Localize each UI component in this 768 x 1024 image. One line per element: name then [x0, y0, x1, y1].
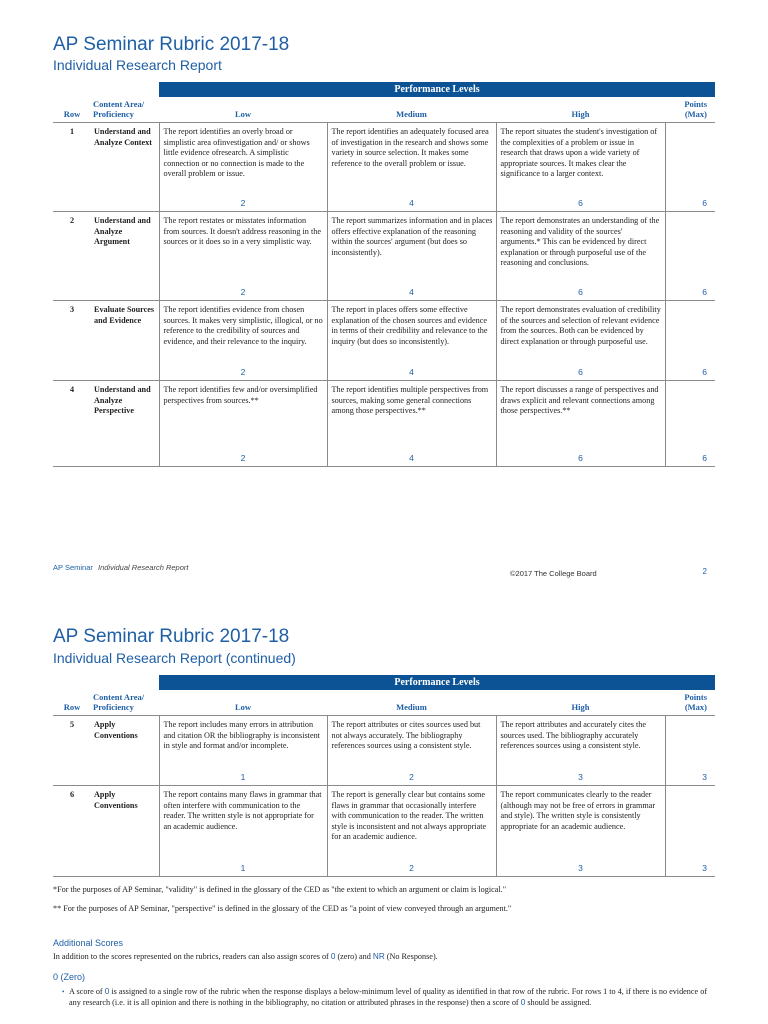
col-content-area: Content Area/ Proficiency — [91, 690, 159, 716]
medium-description: The report attributes or cites sources used but not always accurately. The bibliography references sources using a consistent style. — [331, 720, 481, 751]
content-area: Apply Conventions — [91, 716, 159, 786]
page-title: AP Seminar Rubric 2017-18 — [53, 626, 290, 647]
col-high: High — [496, 690, 665, 716]
low-score: 2 — [240, 287, 246, 298]
medium-description: The report identifies multiple perspectives from sources, making some general connections among those perspectives.** — [331, 385, 489, 416]
additional-scores-heading: Additional Scores — [53, 938, 124, 948]
row-number: 2 — [53, 212, 91, 301]
row-number: 3 — [53, 301, 91, 381]
low-score: 2 — [240, 198, 246, 209]
medium-description: The report is generally clear but contains some flaws in grammar that occasionally interfere with communication to the reader. The written style is inconsistent and not always appropriate for an academic audience. — [331, 790, 487, 842]
points-max: 6 — [702, 367, 707, 378]
points-max: 3 — [702, 863, 707, 874]
medium-score: 4 — [409, 287, 414, 298]
medium-score: 4 — [409, 198, 414, 209]
high-description: The report situates the student's investigation of the complexities of a problem or issue in research that draws upon a wide variety of appropriate sources. It makes clear the significance to a larger context. — [500, 127, 658, 179]
footnote-perspective: ** For the purposes of AP Seminar, "perspective" is defined in the glossary of the CED as "a point of view conveyed through an argument." — [53, 904, 512, 913]
content-area: Understand and Analyze Perspective — [91, 381, 159, 467]
table-row — [53, 381, 715, 467]
low-score: 2 — [240, 453, 246, 464]
medium-score: 4 — [409, 367, 414, 378]
table-row — [53, 716, 715, 786]
rubric-table — [53, 82, 715, 467]
content-area: Evaluate Sources and Evidence — [91, 301, 159, 381]
footer-page-number: 2 — [702, 567, 707, 576]
low-description: The report includes many errors in attribution and citation OR the bibliography is inconsistent in style and format and/or incomplete. — [163, 720, 320, 751]
points-max: 6 — [702, 198, 707, 209]
points-max: 6 — [702, 453, 707, 464]
content-area: Understand and Analyze Argument — [91, 212, 159, 301]
col-high: High — [496, 97, 665, 123]
zero-bullet: • A score of 0 is assigned to a single row of the rubric when the response displays a below-minimum level of quality as identified in that row of the rubric. For rows 1 to 4, if there is no evidence of any research (i.e. it is all opinion and there is nothing in the bibliography, no citation or attributed phrases in the response) then a score of 0 should be assigned. — [62, 987, 708, 1007]
rubric-table — [53, 675, 715, 877]
page-subtitle: Individual Research Report (continued) — [53, 650, 296, 666]
zero-heading: 0 (Zero) — [53, 972, 86, 982]
high-score: 3 — [578, 772, 583, 783]
content-area: Apply Conventions — [91, 786, 159, 877]
col-low: Low — [159, 690, 327, 716]
page-footer — [53, 563, 715, 577]
footer-copyright: ©2017 The College Board — [510, 569, 597, 578]
page-title: AP Seminar Rubric 2017-18 — [53, 34, 290, 55]
col-points: Points (Max) — [665, 97, 715, 123]
high-description: The report demonstrates evaluation of credibility of the sources and selection of relevant evidence from the sources. Both can be evidenced by direct explanation or through purposeful use. — [500, 305, 661, 346]
high-description: The report demonstrates an understanding of the reasoning and validity of the sources' arguments.* This can be evidenced by direct explanation or through purposeful use of the reasoning and conclusions. — [500, 216, 660, 268]
low-score: 1 — [240, 863, 246, 874]
low-score: 1 — [240, 772, 246, 783]
row-number: 4 — [53, 381, 91, 467]
performance-levels-header: Performance Levels — [159, 675, 715, 690]
col-medium: Medium — [327, 97, 496, 123]
points-max: 3 — [702, 772, 707, 783]
low-description: The report identifies an overly broad or simplistic area ofinvestigation and/ or shows little evidence ofresearch. A simplistic connection or no connection is made to the overall problem or issue. — [163, 127, 310, 179]
medium-description: The report summarizes information and in places offers effective explanation of the reasoning within the sources' argument (but does so inconsistently). — [331, 216, 493, 257]
table-row — [53, 123, 715, 212]
high-score: 6 — [578, 198, 583, 209]
col-content-area: Content Area/ Proficiency — [91, 97, 159, 123]
medium-description: The report in places offers some effective explanation of the chosen sources and evidence in terms of their credibility and relevance to the inquiry (but does so inconsistently). — [331, 305, 488, 346]
col-medium: Medium — [327, 690, 496, 716]
col-row: Row — [53, 690, 91, 716]
high-description: The report communicates clearly to the reader (although may not be free of errors in grammar and style). The written style is consistently appropriate for an academic audience. — [500, 790, 656, 831]
performance-levels-header: Performance Levels — [159, 82, 715, 97]
zero-score-mark: 0 — [330, 952, 336, 961]
high-score: 3 — [578, 863, 583, 874]
low-description: The report identifies few and/or oversimplified perspectives from sources.** — [163, 385, 318, 405]
high-score: 6 — [578, 453, 583, 464]
row-number: 6 — [53, 786, 91, 877]
medium-score: 4 — [409, 453, 414, 464]
medium-score: 2 — [409, 772, 414, 783]
col-low: Low — [159, 97, 327, 123]
table-row — [53, 786, 715, 877]
footer-document-name: Individual Research Report — [98, 563, 189, 572]
additional-scores-text: In addition to the scores represented on the rubrics, readers can also assign scores of 0 (zero) and NR (No Response). — [53, 952, 438, 961]
bullet-icon: • — [62, 988, 65, 996]
low-description: The report restates or misstates information from sources. It doesn't address reasoning in the sources or it does so in a very simplistic way. — [163, 216, 321, 247]
points-max: 6 — [702, 287, 707, 298]
page-subtitle: Individual Research Report — [53, 57, 222, 73]
footer-brand: AP Seminar — [53, 563, 93, 572]
low-description: The report identifies evidence from chosen sources. It makes very simplistic, illogical, or no reference to the credibility of sources and evidence, and their relevance to the inquiry. — [163, 305, 323, 346]
low-description: The report contains many flaws in grammar that often interfere with communication to the reader. The written style is not appropriate for an academic audience. — [163, 790, 322, 831]
footnote-validity: *For the purposes of AP Seminar, "validity" is defined in the glossary of the CED as "the extent to which an argument or claim is logical." — [53, 885, 507, 894]
nr-score-mark: NR — [372, 952, 385, 961]
table-row — [53, 212, 715, 301]
row-number: 1 — [53, 123, 91, 212]
high-score: 6 — [578, 287, 583, 298]
medium-description: The report identifies an adequately focused area of investigation in the research and shows some variety in source selection. It makes some reference to the overall problem or issue. — [331, 127, 489, 168]
low-score: 2 — [240, 367, 246, 378]
content-area: Understand and Analyze Context — [91, 123, 159, 212]
high-score: 6 — [578, 367, 583, 378]
col-points: Points (Max) — [665, 690, 715, 716]
high-description: The report discusses a range of perspectives and draws explicit and relevant connections among those perspectives.** — [500, 385, 659, 416]
table-row — [53, 301, 715, 381]
col-row: Row — [53, 97, 91, 123]
row-number: 5 — [53, 716, 91, 786]
high-description: The report attributes and accurately cites the sources used. The bibliography accurately references sources using a consistent style. — [500, 720, 646, 751]
medium-score: 2 — [409, 863, 414, 874]
